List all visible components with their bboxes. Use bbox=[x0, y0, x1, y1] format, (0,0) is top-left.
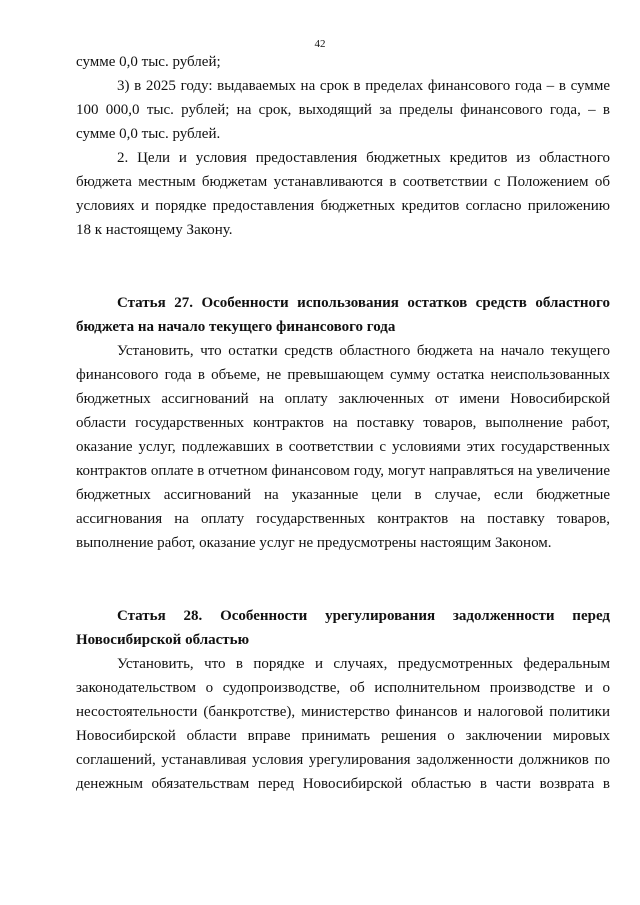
article-28-heading-line2: Новосибирской областью bbox=[76, 632, 250, 648]
article-27-text: Установить, что остатки средств областного бюджета на начало текущего финансового года в объеме, не превышающем сумму остатка неиспользованных бюджетных ассигнований на оплату заключенных от имени Новосибирской области государственных контрактов на поставку товаров, выполнение работ, оказание услуг, подлежавших в соответствии с условиями этих государственных контрактов оплате в отчетном финансовом году, могут направляться на увеличение бюджетных ассигнований на указанные цели в случае, если бюджетные ассигнования на оплату государственных контрактов на поставку товаров, выполнение работ, оказание услуг не предусмотрены настоящим Законом. bbox=[76, 343, 610, 551]
article-28-heading-line1: Статья 28. Особенности урегулирования задолженности перед bbox=[117, 608, 610, 624]
article-28-text: Установить, что в порядке и случаях, предусмотренных федеральным законодательством о судопроизводстве, об исполнительном производстве и о несостоятельности (банкротстве), министерство финансов и налоговой политики Новосибирской области вправе принимать решения о заключении мировых соглашений, устанавливая условия урегулирования задолженности должников по денежным обязательствам перед Новосибирской областью в части возврата в bbox=[76, 656, 610, 792]
page-number: 42 bbox=[314, 38, 326, 50]
article-27-heading: Статья 27. Особенности использования остатков средств областного бюджета на начало текущего финансового года bbox=[76, 295, 610, 335]
paragraph-2025-limits: 3) в 2025 году: выдаваемых на срок в пределах финансового года – в сумме 100 000,0 тыс. рублей; на срок, выходящий за пределы финансового года, – в сумме 0,0 тыс. рублей. bbox=[76, 78, 610, 142]
document-body bbox=[76, 50, 610, 796]
spacer bbox=[76, 266, 610, 291]
paragraph-continuation: сумме 0,0 тыс. рублей; bbox=[76, 54, 221, 70]
spacer bbox=[76, 555, 610, 579]
spacer bbox=[76, 579, 610, 604]
spacer bbox=[76, 242, 610, 266]
paragraph-budget-credit-conditions: 2. Цели и условия предоставления бюджетных кредитов из областного бюджета местным бюджетам устанавливаются в соответствии с Положением об условиях и порядке предоставления бюджетных кредитов согласно приложению 18 к настоящему Закону. bbox=[76, 150, 610, 238]
